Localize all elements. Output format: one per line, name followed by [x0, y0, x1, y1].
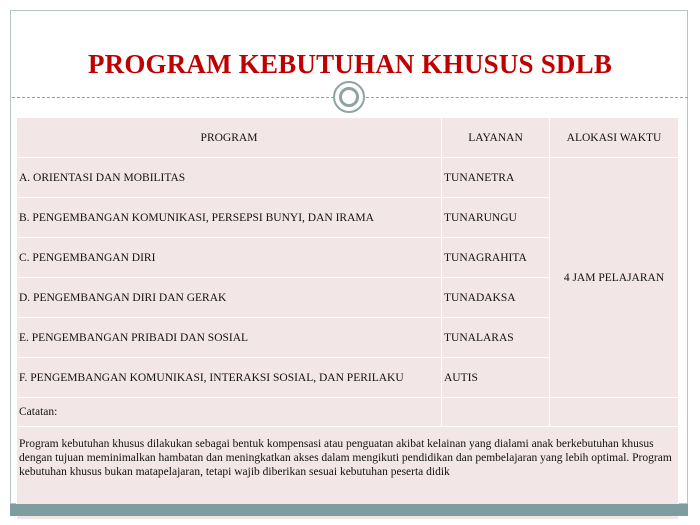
- table-header-row: [17, 118, 679, 158]
- alokasi-cell: 4 JAM PELAJARAN: [550, 158, 679, 398]
- circle-ornament-icon: [333, 81, 365, 113]
- program-table: [16, 117, 679, 520]
- note-label-empty-cell: [550, 398, 679, 427]
- table-row: [17, 158, 679, 198]
- note-label: Catatan:: [17, 398, 442, 427]
- header-program: PROGRAM: [17, 118, 442, 158]
- layanan-cell: TUNALARAS: [442, 318, 550, 358]
- layanan-cell: TUNADAKSA: [442, 278, 550, 318]
- note-label-empty-cell: [442, 398, 550, 427]
- program-cell: E. PENGEMBANGAN PRIBADI DAN SOSIAL: [17, 318, 442, 358]
- program-cell: A. ORIENTASI DAN MOBILITAS: [17, 158, 442, 198]
- program-cell: D. PENGEMBANGAN DIRI DAN GERAK: [17, 278, 442, 318]
- program-cell: F. PENGEMBANGAN KOMUNIKASI, INTERAKSI SOSIAL, DAN PERILAKU: [17, 358, 442, 398]
- note-text: Program kebutuhan khusus dilakukan sebagai bentuk kompensasi atau penguatan akibat kelainan yang dialami anak berkebutuhan khusus dengan tujuan meminimalkan hambatan dan meningkatkan akses dalam mengikuti pendidikan dan pembelajaran yang lebih optimal. Program kebutuhan khusus bukan matapelajaran, tetapi wajib diberikan sesuai kebutuhan peserta didik: [17, 427, 679, 520]
- layanan-cell: TUNANETRA: [442, 158, 550, 198]
- program-cell: C. PENGEMBANGAN DIRI: [17, 238, 442, 278]
- bottom-bar: [10, 504, 688, 516]
- layanan-cell: AUTIS: [442, 358, 550, 398]
- program-cell: B. PENGEMBANGAN KOMUNIKASI, PERSEPSI BUNYI, DAN IRAMA: [17, 198, 442, 238]
- layanan-cell: TUNAGRAHITA: [442, 238, 550, 278]
- layanan-cell: TUNARUNGU: [442, 198, 550, 238]
- note-label-row: [17, 398, 679, 427]
- header-layanan: LAYANAN: [442, 118, 550, 158]
- slide-title: PROGRAM KEBUTUHAN KHUSUS SDLB: [87, 49, 613, 79]
- header-alokasi: ALOKASI WAKTU: [550, 118, 679, 158]
- circle-ornament-inner-icon: [339, 87, 359, 107]
